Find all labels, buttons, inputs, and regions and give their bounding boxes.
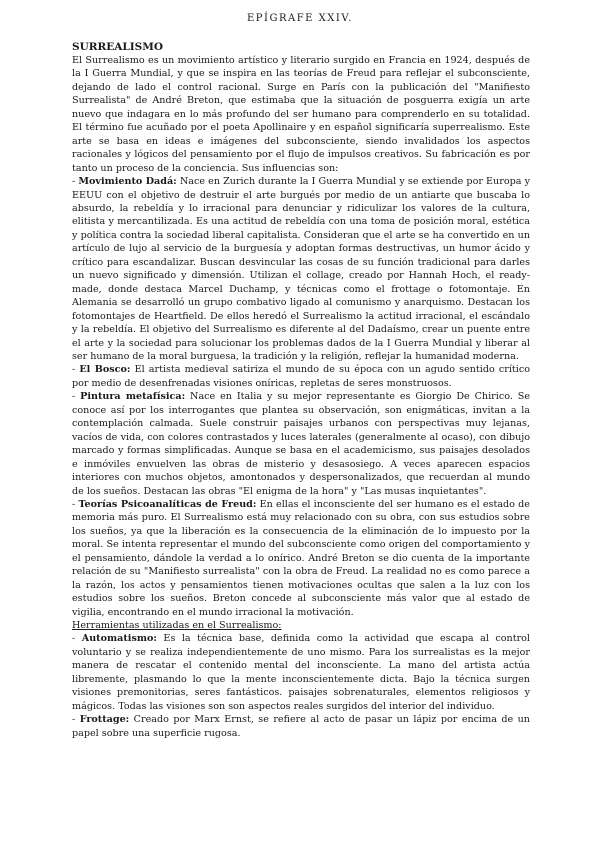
bullet-dash: - [72, 391, 81, 403]
influence-text: En ellas el inconsciente del ser humano es el estado de memoria más puro. El Surrealismo está muy relacionado con su obra, con sus estudios sobre los sueños, ya que la liberación es la consecuencia de la eliminación de lo impuesto por la moral. Se intenta representar el mundo del subconsciente como origen del comportamiento y el pensamiento, dándole la verdad a lo onírico. André Breton se dio cuenta de la importante relación de su "Manifiesto surrealista" con la obra de Freud. La realidad no es como parece a la razón, los actos y pensamientos tienen motivaciones ocultas que salen a la luz con los estudios sobre los sueños. Breton concede al subconsciente más valor que al estado de vigilia, encontrando en el mundo irracional la motivación. [72, 498, 530, 618]
influence-text: Nace en Italia y su mejor representante es Giorgio De Chirico. Se conoce así por los interrogantes que plantea su observación, son enigmáticas, invitan a la contemplación calmada. Suele construir paisajes urbanos con perspectivas muy lejanas, vacíos de vida, con colores contrastados y luces laterales (generalmente al ocaso), con dibujo marcado y formas simplificadas. Aunque se basa en el academicismo, sus paisajes desolados e inmóviles envuelven las obras de misterio y desasosiego. A veces aparecen espacios interiores con muchos objetos, amontonados y despersonalizados, que recuerdan al mundo de los sueños. Destacan las obras "El enigma de la hora" y "Las musas inquietantes". [72, 391, 531, 497]
influence-heading: Movimiento Dadá: [78, 176, 177, 188]
influence-heading: Teorías Psicoanalíticas de Freud: [78, 498, 257, 510]
influence-bosco [72, 363, 530, 390]
bullet-dash: - [72, 498, 79, 510]
article-body [72, 40, 530, 740]
bullet-dash: - [72, 176, 79, 188]
influence-text: Nace en Zurich durante la I Guerra Mundial y se extiende por Europa y EEUU con el objetivo de destruir el arte burgués por medio de un antiarte que buscaba lo absurdo, la rebeldía y lo irracional para denunciar y ridiculizar los valores de la cultura, elitista y mercantilizada. Es una actitud de rebeldía con una toma de posición moral, estética y política contra la sociedad liberal capitalista. Consideran que el arte se ha convertido en un artículo de lujo al servicio de la burguesía y adoptan formas destructivas, un humor ácido y crítico para escandalizar. Buscan desvincular las cosas de su función tradicional para darles un nuevo significado y dimensión. Utilizan el collage, creado por Hannah Hoch, el ready-made, donde destaca Marcel Duchamp, y técnicas como el frottage o fotomontaje. En Alemania se desarrolló un grupo combativo ligado al comunismo y anarquismo. Destacan los fotomontajes de Heartfield. De ellos heredó el Surrealismo la actitud irracional, el escándalo y la rebeldía. El objetivo del Surrealismo es diferente al del Dadaísmo, crear un puente entre el arte y la sociedad para solucionar los problemas dados de la I Guerra Mundial y liberar al ser humano de la moral burguesa, la tradición y la religión, reflejar la humanidad moderna. [72, 176, 530, 362]
article-title: SURREALISMO [72, 41, 163, 53]
influence-heading: El Bosco: [79, 364, 131, 376]
tool-heading: Automatismo: [81, 633, 157, 645]
running-header: EPÍGRAFE XXIV. [247, 13, 353, 24]
tool-frottage [72, 713, 530, 740]
tools-heading: Herramientas utilizadas en el Surrealismo: [72, 620, 282, 632]
bullet-dash: - [72, 714, 80, 726]
influence-metafisica [72, 390, 530, 498]
influence-dada [72, 175, 530, 363]
tool-text: Es la técnica base, definida como la actividad que escapa al control voluntario y se realiza independientemente de uno mismo. Para los surrealistas es la mejor manera de rescatar el contenido mental del inconsciente. La mano del artista actúa libremente, plasmando lo que la mente inconscientemente dicta. Bajo la técnica surgen visiones premonitorias, seres fantásticos. paisajes sobrenaturales, elementos religiosos y mágicos. Todas las visiones son son aspectos reales surgidos del interior del individuo. [72, 633, 530, 712]
intro-paragraph: El Surrealismo es un movimiento artístico y literario surgido en Francia en 1924, después de la I Guerra Mundial, y que se inspira en las teorías de Freud para reflejar el subconsciente, dejando de lado el control racional. Surge en París con la publicación del "Manifiesto Surrealista" de André Breton, que estimaba que la situación de posguerra exigía un arte nuevo que indagara en lo más profundo del ser humano para comprenderlo en su totalidad. El término fue acuñado por el poeta Apollinaire y en español significaría superrealismo. Este arte se basa en ideas e imágenes del subconsciente, siendo invalidados los aspectos racionales y lógicos del pensamiento por el flujo de impulsos creativos. Su fabricación es por tanto un proceso de la conciencia. Sus influencias son: [72, 55, 530, 174]
influence-text: El artista medieval satiriza el mundo de su época con un agudo sentido crítico por medio de desenfrenadas visiones oníricas, repletas de seres monstruosos. [72, 364, 530, 389]
bullet-dash: - [72, 364, 80, 376]
influence-freud [72, 498, 530, 619]
influence-heading: Pintura metafísica: [80, 391, 186, 403]
tool-heading: Frottage: [79, 714, 130, 726]
tool-automatismo [72, 632, 530, 713]
bullet-dash: - [72, 633, 82, 645]
tool-text: Creado por Marx Ernst, se refiere al acto de pasar un lápiz por encima de un papel sobre una superficie rugosa. [72, 714, 530, 739]
